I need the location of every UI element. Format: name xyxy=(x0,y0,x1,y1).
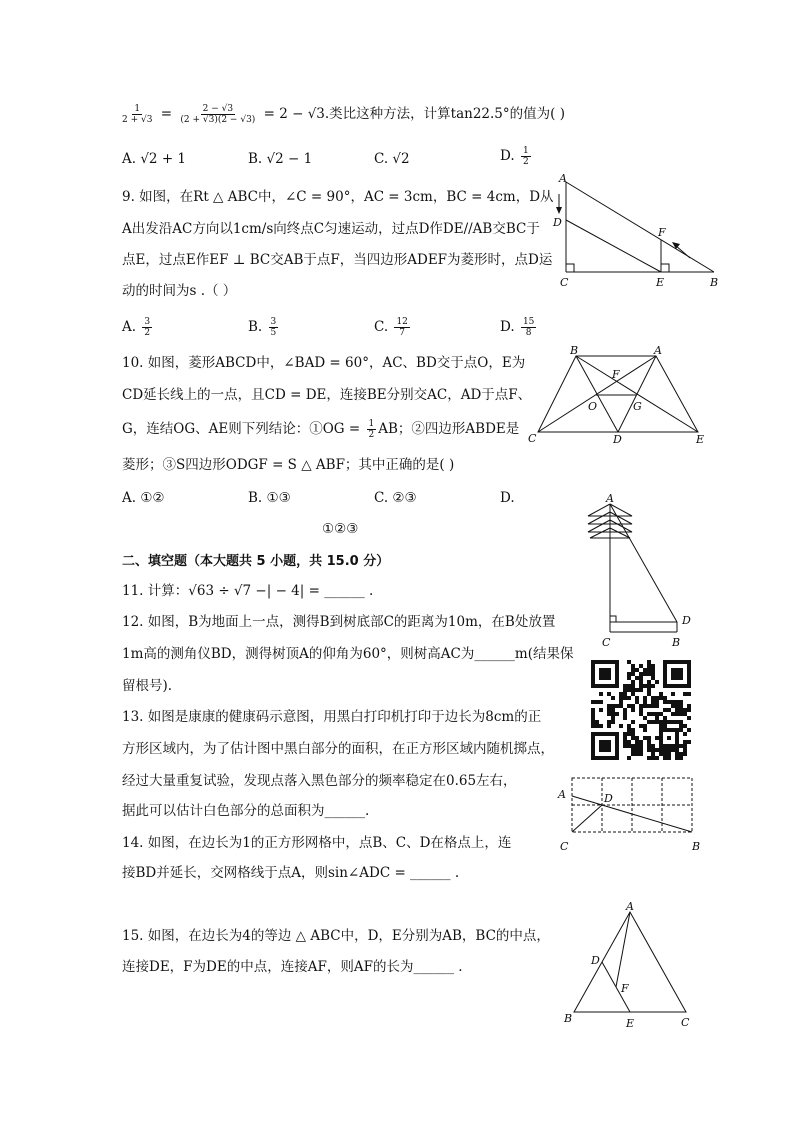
q12-label-b: B xyxy=(672,636,681,649)
q9-option-a[interactable]: A. $\frac{3}{2}$ xyxy=(122,317,151,338)
q10-option-b[interactable]: B. ①③ xyxy=(248,490,291,506)
q14-line-2: 接BD并延长，交网格线于点A，则sin∠ADC = ______ . xyxy=(122,865,460,881)
q14-line-ab xyxy=(572,796,692,832)
q10-label-c: C xyxy=(528,432,537,445)
q14-figure xyxy=(556,770,706,858)
q8-option-b[interactable]: B. √2 − 1 xyxy=(248,151,313,167)
q9-line-2: A出发沿AC方向以1cm/s向终点C匀速运动，过点D作DE//AB交BC于 xyxy=(122,221,540,237)
q15-label-c: C xyxy=(681,1016,690,1029)
q9-label-f: F xyxy=(658,226,666,239)
q15-label-e: E xyxy=(626,1017,635,1030)
q8-fraction-2: $\frac{2 - √3}{(2 + √3)(2 - √3)}$ xyxy=(180,104,256,125)
health-code-qr-image xyxy=(591,660,691,760)
q9-option-d[interactable]: D. $\frac{15}{8}$ xyxy=(500,317,535,338)
q15-label-b: B xyxy=(564,1012,573,1025)
q14-label-d: D xyxy=(604,792,613,805)
q12-sight-line-da xyxy=(610,504,677,622)
q14-line-1: 14. 如图，在边长为1的正方形网格中，点B、C、D在格点上，连 xyxy=(122,835,512,851)
q14-label-b: B xyxy=(692,840,701,853)
q11-text: 11. 计算：√63 ÷ √7 −| − 4| = ______ . xyxy=(122,583,374,599)
q10-option-d-content: ①②③ xyxy=(322,521,359,537)
q10-label-a: A xyxy=(654,344,662,357)
q12-figure xyxy=(584,490,696,650)
q8-option-a[interactable]: A. √2 + 1 xyxy=(122,151,187,167)
q10-label-b: B xyxy=(570,344,579,357)
q9-right-angle-c xyxy=(566,264,574,272)
q12-right-angle xyxy=(610,616,616,622)
q14-label-c: C xyxy=(560,840,569,853)
q13-line-4: 据此可以估计白色部分的总面积为______. xyxy=(122,803,370,819)
q9-line-1: 9. 如图，在Rt △ ABC中，∠C = 90°，AC = 3cm，BC = 4cm，D从 xyxy=(122,189,554,205)
q12-line-2: 1m高的测角仪BD，测得树顶A的仰角为60°，则树高AC为______m(结果保 xyxy=(122,646,574,662)
q15-figure xyxy=(556,898,704,1034)
q10-option-c[interactable]: C. ②③ xyxy=(374,490,417,506)
q10-line-1: 10. 如图，菱形ABCD中，∠BAD = 60°，AC、BD交于点O，E为 xyxy=(122,355,526,371)
q12-line-1: 12. 如图，B为地面上一点，测得B到树底部C的距离为10m，在B处放置 xyxy=(122,614,556,630)
q10-line-4: 菱形；③S四边形ODGF = S △ ABF；其中正确的是( ) xyxy=(122,457,455,473)
q10-segment-ca xyxy=(538,356,656,432)
q10-label-d: D xyxy=(613,433,622,446)
q9-side-ab xyxy=(566,182,714,272)
q10-label-e: E xyxy=(696,433,705,446)
q10-option-a[interactable]: A. ①② xyxy=(122,490,165,506)
q10-label-o: O xyxy=(588,400,598,413)
q13-line-1: 13. 如图是康康的健康码示意图，用黑白打印机打印于边长为8cm的正 xyxy=(122,709,542,725)
q15-label-a: A xyxy=(626,900,634,913)
q9-figure xyxy=(550,170,730,290)
q9-line-3: 点E，过点E作EF ⊥ BC交AB于点F，当四边形ADEF为菱形时，点D运 xyxy=(122,252,553,268)
q9-line-4: 动的时间为s .（ ） xyxy=(122,283,237,299)
q14-label-a: A xyxy=(558,788,566,801)
q10-label-g: G xyxy=(633,400,642,413)
q9-right-angle-e xyxy=(661,264,669,272)
q15-label-d: D xyxy=(591,954,600,967)
q9-label-e: E xyxy=(656,276,665,289)
q12-label-c: C xyxy=(602,636,611,649)
q9-label-d: D xyxy=(553,216,562,229)
q14-line-cd xyxy=(572,805,602,832)
q9-arrowhead-down-icon xyxy=(556,207,562,214)
q15-segment-af xyxy=(616,912,630,987)
q8-intro: $\frac{1}{2 + √3}$ = $\frac{2 - √3}{(2 + √3)(2 - √3)}$ = 2 − √3.类比这种方法，计算tan22.5°的值为( ) xyxy=(122,104,565,125)
q15-label-f: F xyxy=(621,982,629,995)
q12-label-d: D xyxy=(682,614,691,627)
q8-fraction-1: $\frac{1}{2 + √3}$ xyxy=(122,104,153,125)
section-2-title: 二、填空题（本大题共 5 小题，共 15.0 分） xyxy=(122,554,390,569)
q10-line-2: CD延长线上的一点，且CD = DE，连接BE分别交AC，AD于点F、 xyxy=(122,387,532,403)
q9-label-c: C xyxy=(560,276,569,289)
q13-line-3: 经过大量重复试验，发现点落入黑色部分的频率稳定在0.65左右， xyxy=(122,773,517,789)
q10-label-f: F xyxy=(612,368,620,381)
q10-segment-be xyxy=(576,356,698,432)
q8-option-d[interactable]: D. $\frac{1}{2}$ xyxy=(500,146,529,167)
q10-figure xyxy=(524,342,714,448)
q9-option-c[interactable]: C. $\frac{12}{7}$ xyxy=(374,317,408,338)
q9-label-a: A xyxy=(559,172,567,185)
q12-line-3: 留根号). xyxy=(122,678,173,694)
q8-option-c[interactable]: C. √2 xyxy=(374,151,410,167)
q9-segment-de xyxy=(566,220,661,272)
q9-option-b[interactable]: B. $\frac{3}{5}$ xyxy=(248,317,277,338)
q15-line-2: 连接DE，F为DE的中点，连接AF，则AF的长为______ . xyxy=(122,959,463,975)
q9-label-b: B xyxy=(710,276,719,289)
q15-line-1: 15. 如图，在边长为4的等边 △ ABC中，D，E分别为AB，BC的中点， xyxy=(122,928,550,944)
q13-line-2: 方形区域内，为了估计图中黑白部分的面积，在正方形区域内随机掷点， xyxy=(122,741,554,757)
q12-label-a: A xyxy=(606,492,614,505)
q10-option-d[interactable]: D. xyxy=(500,490,515,506)
q10-line-3: G，连结OG、AE则下列结论：①OG = $\frac{1}{2}$ AB；②四边形ABDE是 xyxy=(122,419,520,440)
